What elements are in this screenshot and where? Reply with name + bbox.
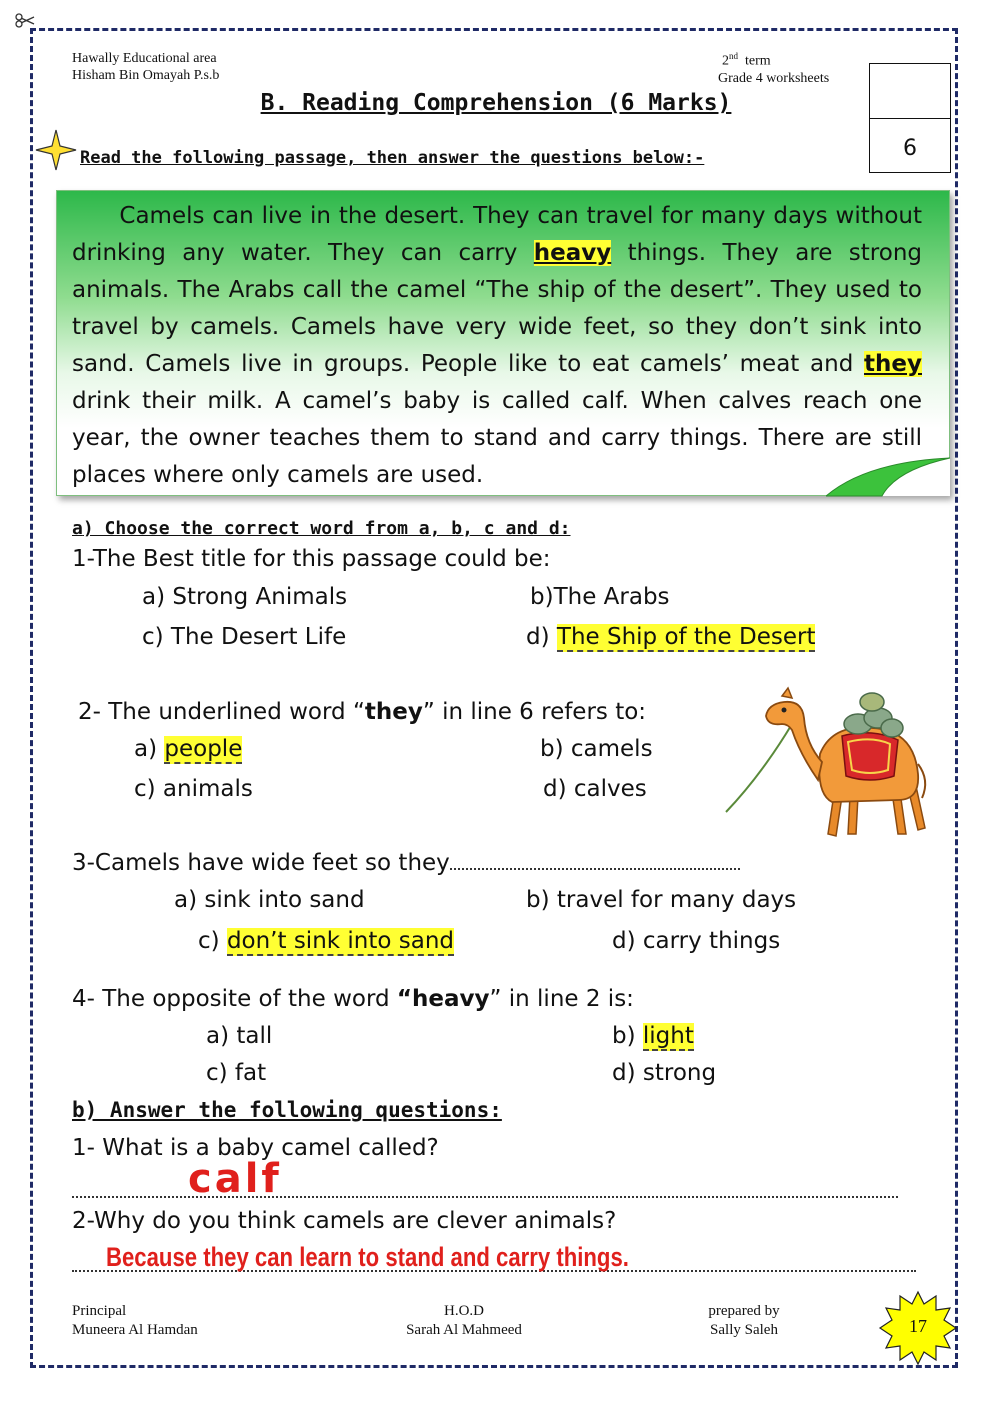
school-name: Hisham Bin Omayah P.s.b (72, 68, 220, 83)
hod-title: H.O.D (444, 1303, 484, 1319)
q1-text: 1-The Best title for this passage could be: (72, 546, 551, 572)
q1-option-c: c) The Desert Life (142, 624, 347, 650)
marks-divider (870, 118, 950, 119)
section-title (0, 90, 992, 116)
q3-blank (450, 852, 740, 870)
q1-answer: The Ship of the Desert (556, 624, 816, 650)
q3-option-c (198, 928, 454, 954)
q2-option-c: c) animals (134, 776, 253, 802)
principal-title: Principal (72, 1303, 127, 1319)
passage-text (72, 198, 922, 494)
scissors-icon (14, 12, 36, 28)
q1-option-b: b)The Arabs (530, 584, 670, 610)
q1-option-d-prefix: d) (526, 624, 557, 650)
q2-text (78, 699, 646, 725)
prepared-name: Sally Saleh (710, 1322, 778, 1338)
q3-text-main: 3-Camels have wide feet so they (72, 850, 450, 876)
q4-option-a: a) tall (206, 1023, 273, 1049)
section-a-heading-text: ) Choose the correct word from a, b, c and d: (82, 518, 571, 539)
school-area: Hawally Educational area (72, 51, 217, 66)
b-q1-answer: calf (188, 1156, 282, 1202)
footer-prepared (700, 1302, 788, 1340)
principal-name: Muneera Al Hamdan (72, 1322, 198, 1338)
q2-text-pre: 2- The underlined word “ (78, 699, 365, 725)
term-label (718, 48, 829, 70)
page-number: 17 (909, 1316, 927, 1336)
passage-part2: things. They are strong animals. The Arabs call the camel “The ship of the desert”. They used to travel by camels. Camels have very wide feet, so they don’t sink into sand. Camels live in groups. People like to eat camels’ meat and (72, 240, 923, 377)
marks-box (869, 63, 951, 173)
passage-part1: Camels can live in the desert. They can travel for many days without drinking any water. They can carry (72, 203, 923, 266)
q2-option-b: b) camels (540, 736, 653, 762)
b-q2-answer: Because they can learn to stand and carry things. (106, 1242, 629, 1272)
prepared-title: prepared by (708, 1303, 780, 1319)
q4-text-bold: “heavy (396, 986, 490, 1012)
instruction: Read the following passage, then answer the questions below:- (80, 148, 705, 168)
q2-option-d: d) calves (543, 776, 647, 802)
section-title-text: B. Reading Comprehension (6 Marks) (260, 90, 732, 116)
q2-text-post: ” in line 6 refers to: (422, 699, 647, 725)
footer-principal (72, 1302, 198, 1340)
section-a-heading (72, 518, 571, 539)
star-icon (34, 128, 78, 172)
q3-answer: don’t sink into sand (226, 928, 455, 954)
q3-option-b: b) travel for many days (526, 887, 797, 913)
q3-text (72, 850, 740, 876)
hod-name: Sarah Al Mahmeed (406, 1322, 522, 1338)
q4-text (72, 986, 634, 1012)
header-right (718, 48, 829, 87)
b-q1-text: 1- What is a baby camel called? (72, 1135, 439, 1161)
section-b-heading: b) Answer the following questions: (72, 1098, 502, 1122)
term-number: 2 (722, 53, 729, 69)
term-sup: nd (729, 51, 738, 61)
q2-answer: people (164, 736, 243, 762)
q4-text-post: ” in line 2 is: (489, 986, 634, 1012)
marks-value: 6 (903, 136, 917, 161)
q4-answer: light (642, 1023, 694, 1049)
q2-option-a (134, 736, 242, 762)
section-a-prefix: a (72, 518, 83, 539)
q4-option-d: d) strong (612, 1060, 717, 1086)
q2-text-bold: they (364, 699, 423, 725)
highlight-heavy: heavy (533, 240, 612, 266)
b-q2-text: 2-Why do you think camels are clever animals? (72, 1208, 617, 1234)
q4-text-pre: 4- The opposite of the word (72, 986, 397, 1012)
header-left (72, 50, 219, 84)
q4-option-b (612, 1023, 694, 1049)
q4-option-c: c) fat (206, 1060, 267, 1086)
passage-part3: drink their milk. A camel’s baby is called calf. When calves reach one year, the owner teaches them to stand and carry things. There are still places where only camels are used. (72, 388, 922, 488)
q1-option-a: a) Strong Animals (142, 584, 348, 610)
q3-option-c-prefix: c) (198, 928, 227, 954)
q3-option-d: d) carry things (612, 928, 781, 954)
q1-option-d (526, 624, 815, 650)
term-word: term (745, 53, 771, 69)
grade-label: Grade 4 worksheets (718, 70, 830, 86)
camel-illustration (722, 684, 932, 854)
q4-option-b-prefix: b) (612, 1023, 643, 1049)
q3-option-a: a) sink into sand (174, 887, 365, 913)
footer-hod (398, 1302, 530, 1340)
highlight-they: they (864, 351, 922, 377)
q2-option-a-prefix: a) (134, 736, 165, 762)
